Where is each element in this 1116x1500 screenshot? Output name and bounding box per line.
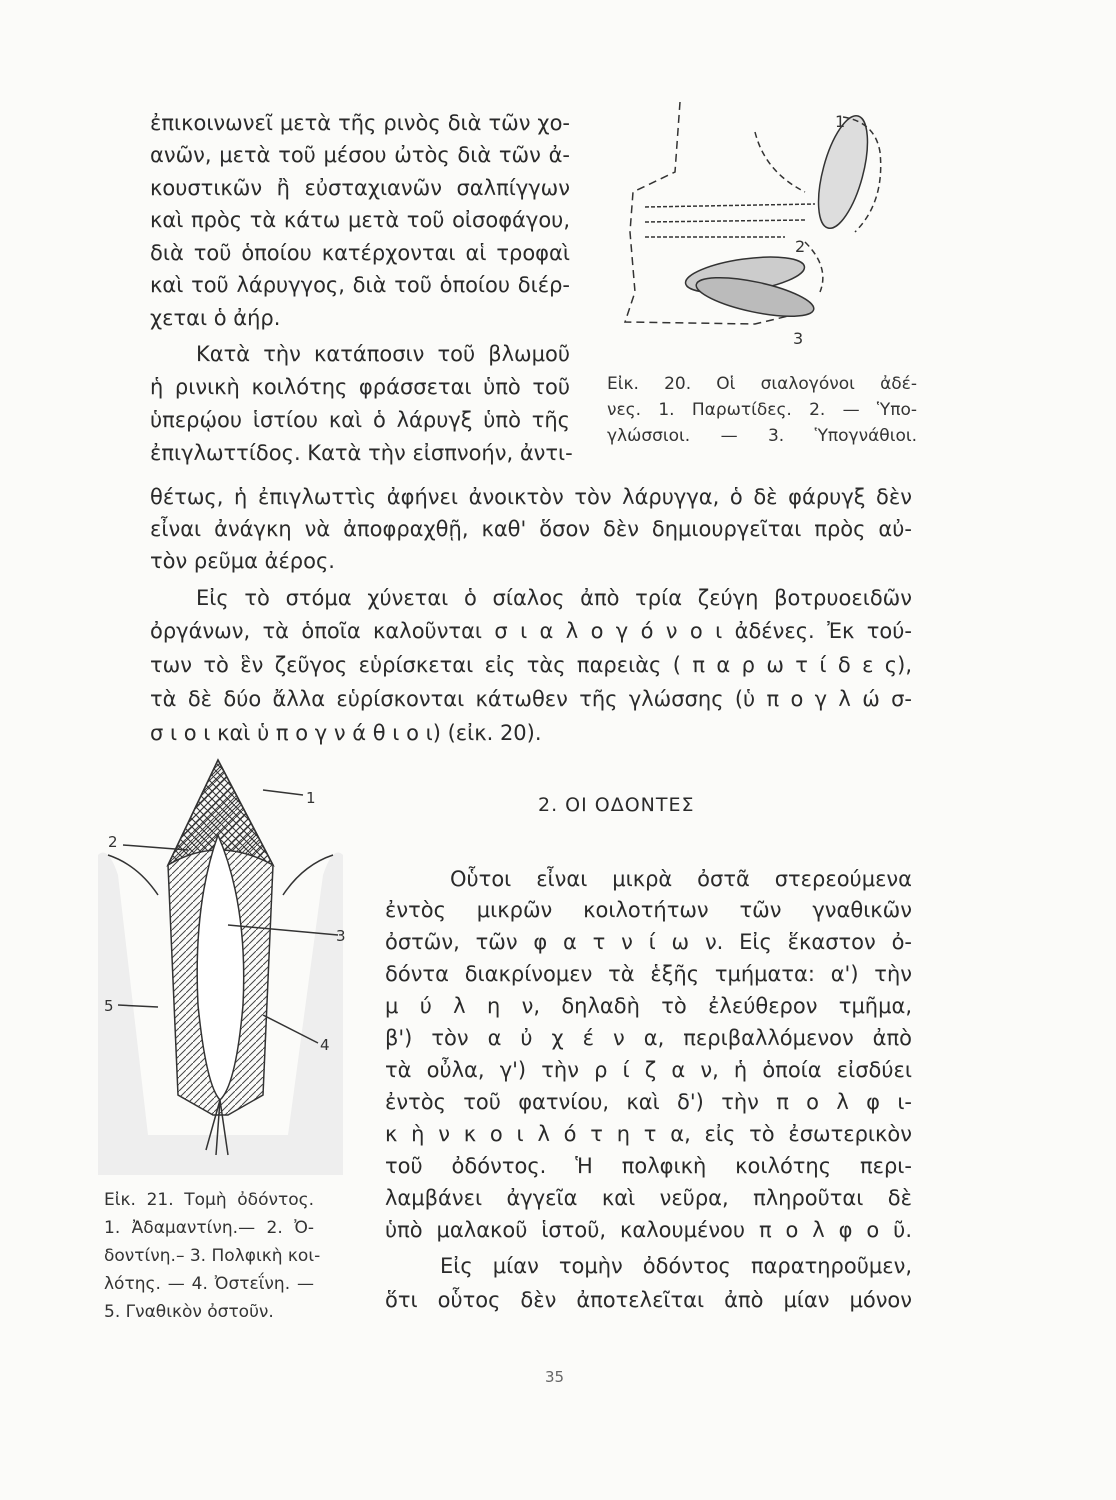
- figure-label: 1: [306, 789, 316, 807]
- text-line: μ ύ λ η ν, δηλαδὴ τὸ ἐλεύθερον τμῆμα,: [385, 994, 912, 1018]
- text-line: ἐντὸς τοῦ φατνίου, καὶ δ') τὴν π ο λ φ ι-: [385, 1090, 912, 1114]
- text-line: ὅτι οὗτος δὲν ἀποτελεῖται ἀπὸ μίαν μόνον: [385, 1288, 912, 1312]
- text-line: Εἰς τὸ στόμα χύνεται ὁ σίαλος ἀπὸ τρία ζεύγη βοτρυοειδῶν: [196, 586, 912, 610]
- figure-label: 2: [108, 833, 118, 851]
- text-line: δόντα διακρίνομεν τὰ ἑξῆς τμήματα: α') τὴν: [385, 962, 912, 986]
- text-line: Κατὰ τὴν κατάποσιν τοῦ βλωμοῦ: [196, 342, 570, 366]
- tooth-section-figure: [88, 755, 348, 1175]
- figure-label: 3: [793, 329, 804, 348]
- text-line: καὶ πρὸς τὰ κάτω μετὰ τοῦ οἰσοφάγου,: [150, 208, 570, 232]
- figure-label: 3: [336, 927, 346, 945]
- text-line: Εἰς μίαν τομὴν ὀδόντος παρατηροῦμεν,: [440, 1254, 912, 1278]
- text-line: τὰ δὲ δύο ἄλλα εὑρίσκονται κάτωθεν τῆς γλώσσης (ὑ π ο γ λ ώ σ-: [150, 687, 912, 711]
- figure-caption-line: 1. Ἀδαμαντίνη.— 2. Ὀ-: [104, 1218, 314, 1238]
- text-line: διὰ τοῦ ὁποίου κατέρχονται αἱ τροφαὶ: [150, 241, 570, 265]
- figure-label: 4: [320, 1036, 330, 1054]
- text-line: χεται ὁ ἀήρ.: [150, 306, 281, 330]
- figure-caption-line: 5. Γναθικὸν ὀστοῦν.: [104, 1302, 274, 1322]
- figure-caption-line: λότης. — 4. Ὀστεΐνη. —: [104, 1274, 314, 1294]
- text-line: ὑπερῴου ἱστίου καὶ ὁ λάρυγξ ὑπὸ τῆς: [150, 408, 570, 432]
- text-line: εἶναι ἀνάγκη νὰ ἀποφραχθῇ, καθ' ὅσον δὲν δημιουργεῖται πρὸς αὐ-: [150, 517, 912, 541]
- text-line: των τὸ ἓν ζεῦγος εὑρίσκεται εἰς τὰς παρειὰς ( π α ρ ω τ ί δ ε ς),: [150, 653, 912, 677]
- figure-label: 1: [835, 112, 846, 131]
- text-line: τοῦ ὀδόντος. Ἡ πολφικὴ κοιλότης περι-: [385, 1154, 912, 1178]
- text-line: β') τὸν α ὐ χ έ ν α, περιβαλλόμενον ἀπὸ: [385, 1026, 912, 1050]
- salivary-glands-figure: [605, 92, 905, 352]
- page-number: 35: [545, 1368, 565, 1386]
- figure-label: 5: [104, 997, 114, 1015]
- figure-caption-line: δοντίνη.– 3. Πολφικὴ κοι-: [104, 1246, 321, 1266]
- text-line: ὀργάνων, τὰ ὁποῖα καλοῦνται σ ι α λ ο γ ό ν ο ι ἀδένες. Ἐκ τού-: [150, 619, 912, 643]
- text-line: ὀστῶν, τῶν φ α τ ν ί ω ν. Εἰς ἕκαστον ὀ-: [385, 930, 912, 954]
- figure-label: 2: [795, 237, 806, 256]
- text-line: καὶ τοῦ λάρυγγος, διὰ τοῦ ὁποίου διέρ-: [150, 273, 570, 297]
- text-line: ανῶν, μετὰ τοῦ μέσου ὠτὸς διὰ τῶν ἀ-: [150, 143, 570, 167]
- figure-caption-line: γλώσσιοι. — 3. Ὑπογνάθιοι.: [607, 426, 917, 446]
- text-line: τὰ οὖλα, γ') τὴν ρ ί ζ α ν, ἡ ὁποία εἰσδύει: [385, 1058, 912, 1082]
- text-line: θέτως, ἡ ἐπιγλωττὶς ἀφήνει ἀνοικτὸν τὸν λάρυγγα, ὁ δὲ φάρυγξ δὲν: [150, 485, 912, 509]
- figure-caption-line: νες. 1. Παρωτίδες. 2. — Ὑπο-: [607, 400, 917, 420]
- text-line: λαμβάνει ἀγγεῖα καὶ νεῦρα, πληροῦται δὲ: [385, 1186, 912, 1210]
- text-line: ἡ ρινικὴ κοιλότης φράσσεται ὑπὸ τοῦ: [150, 375, 570, 399]
- text-line: ἐντὸς μικρῶν κοιλοτήτων τῶν γναθικῶν: [385, 898, 912, 922]
- figure-caption-line: Εἰκ. 20. Οἱ σιαλογόνοι ἀδέ-: [607, 374, 917, 394]
- text-line: σ ι ο ι καὶ ὑ π ο γ ν ά θ ι ο ι) (εἰκ. 20).: [150, 721, 542, 745]
- text-line: τὸν ρεῦμα ἀέρος.: [150, 549, 335, 573]
- text-line: Οὗτοι εἶναι μικρὰ ὀστᾶ στερεούμενα: [450, 867, 912, 891]
- text-line: ἐπιγλωττίδος. Κατὰ τὴν εἰσπνοήν, ἀντι-: [150, 441, 573, 465]
- text-line: κουστικῶν ἢ εὐσταχιανῶν σαλπίγγων: [150, 176, 570, 200]
- section-heading: 2. ΟΙ ΟΔΟΝΤΕΣ: [538, 794, 695, 816]
- text-line: κ ὴ ν κ ο ι λ ό τ η τ α, εἰς τὸ ἐσωτερικὸν: [385, 1122, 912, 1146]
- figure-caption-line: Εἰκ. 21. Τομὴ ὀδόντος.: [104, 1190, 314, 1210]
- text-line: ὑπὸ μαλακοῦ ἱστοῦ, καλουμένου π ο λ φ ο ῦ.: [385, 1218, 912, 1242]
- text-line: ἐπικοινωνεῖ μετὰ τῆς ρινὸς διὰ τῶν χο-: [150, 111, 570, 135]
